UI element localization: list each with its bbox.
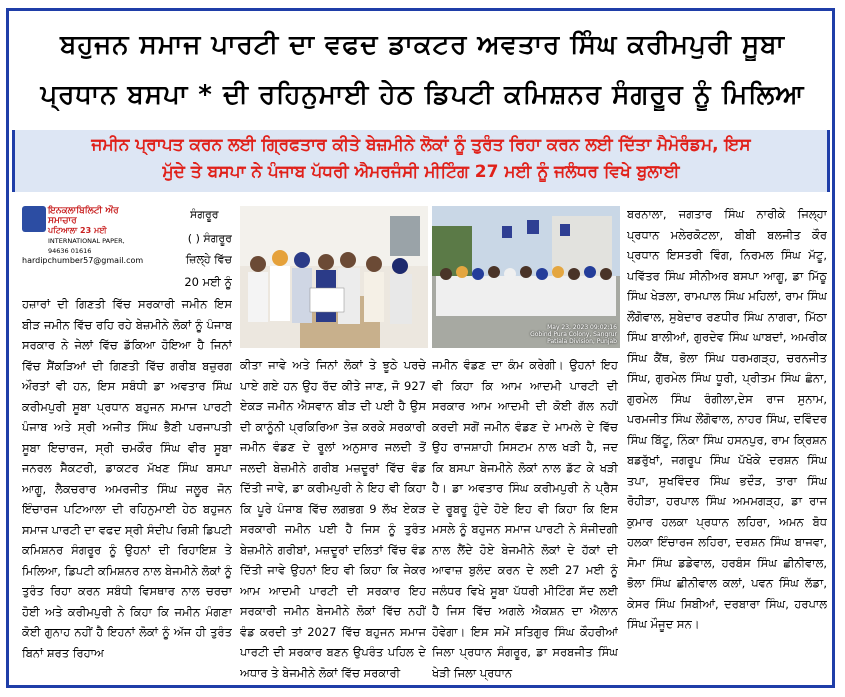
- article-column-left: [22, 294, 232, 663]
- dateline-line-2: ( ) ਸੰਗਰੂਰ: [187, 232, 232, 245]
- photo-1-illustration: [240, 206, 428, 348]
- masthead-city-date: ਪਟਿਆਲਾ 23 ਮਈ: [48, 226, 107, 235]
- dateline-line-3: ਜ਼ਿਲ੍ਹੇ ਵਿੱਚ: [185, 253, 232, 266]
- article-mid-text: ਕੀਤਾ ਜਾਵੇ ਅਤੇ ਜਿਨਾਂ ਲੋਕਾਂ ਤੇ ਝੂਠੇ ਪਰਚੇ ਪਾਏ ਗਏ ਹਨ ਉਹ ਰੱਦ ਕੀਤੇ ਜਾਣ, ਜੋ 927 ਏਕੜ ਜਮੀਨ ਐਸਵਾਨ ਬੀੜ ਦੀ ਪਈ ਹੈ ਉਸ ਦੀ ਕਾਨੂੰਨੀ ਪ੍ਰਕਿਰਿਆ ਤੇਜ਼ ਕਰਕੇ ਸਰਕਾਰੀ ਜਮੀਨ ਵੰਡਣ ਦੇ ਰੂਲਾਂ ਅਨੁਸਾਰ ਜਲਦੀ ਤੋਂ ਜਲਦੀ ਬੇਜ਼ਮੀਨੇ ਗਰੀਬ ਮਜ਼ਦੂਰਾਂ ਵਿੱਚ ਵੰਡ ਦਿੱਤੀ ਜਾਵੇ, ਡਾ ਕਰੀਮਪੁਰੀ ਨੇ ਇਹ ਵੀ ਕਿਹਾ ਕਿ ਪੂਰੇ ਪੰਜਾਬ ਵਿੱਚ ਲਗਭਗ 9 ਲੱਖ ਏਕੜ ਸਰਕਾਰੀ ਜਮੀਨ ਪਈ ਹੈ ਜਿਸ ਨੂੰ ਤੁਰੰਤ ਬੇਜ਼ਮੀਨੇ ਗਰੀਬਾਂ, ਮਜ਼ਦੂਰਾਂ ਦਲਿਤਾਂ ਵਿੱਚ ਵੰਡ ਦਿੱਤੀ ਜਾਵੇ ਉਹਨਾਂ ਇਹ ਵੀ ਕਿਹਾ ਕਿ ਜੇਕਰ ਆਮ ਆਦਮੀ ਪਾਰਟੀ ਦੀ ਸਰਕਾਰ ਇਹ ਸਰਕਾਰੀ ਜਮੀਨ ਬੇਜਮੀਨੇ ਲੋਕਾਂ ਵਿੱਚ ਨਹੀਂ ਵੰਡ ਕਰਦੀ ਤਾਂ 2027 ਵਿੱਚ ਬਹੁਜਨ ਸਮਾਜ ਪਾਰਟੀ ਦੀ ਸਰਕਾਰ ਬਣਨ ਉਪਰੰਤ ਪਹਿਲ ਦੇ ਅਧਾਰ ਤੇ ਬੇਜਮੀਨੇ ਲੋਕਾਂ ਵਿੱਚ ਸਰਕਾਰੀ: [240, 358, 426, 680]
- article-mid2-text: ਜਮੀਨ ਵੰਡਣ ਦਾ ਕੰਮ ਕਰੇਗੀ। ਉਹਨਾਂ ਇਹ ਵੀ ਕਿਹਾ ਕਿ ਆਮ ਆਦਮੀ ਪਾਰਟੀ ਦੀ ਸਰਕਾਰ ਆਮ ਆਦਮੀ ਦੀ ਕੋਈ ਗੱਲ ਨਹੀਂ ਕਰਦੀ ਸਗੋਂ ਜਮੀਨ ਵੰਡਣ ਦੇ ਮਾਮਲੇ ਦੇ ਵਿੱਚ ਉਹ ਰਾਜਸ਼ਾਹੀ ਸਿਸਟਮ ਨਾਲ ਖੜੀ ਹੈ, ਜਦ ਕਿ ਬਸਪਾ ਬੇਜਮੀਨੇ ਲੋਕਾਂ ਨਾਲ ਡੱਟ ਕੇ ਖੜੀ ਹੈ। ਡਾ ਅਵਤਾਰ ਸਿੰਘ ਕਰੀਮਪੁਰੀ ਨੇ ਪ੍ਰੈਸ ਦੇ ਰੂਬਰੂ ਹੁੰਦੇ ਹੋਏ ਇਹ ਵੀ ਕਿਹਾ ਕਿ ਇਸ ਮਸਲੇ ਨੂੰ ਬਹੁਜਨ ਸਮਾਜ ਪਾਰਟੀ ਨੇ ਸੰਜੀਦਗੀ ਨਾਲ ਲੈਂਦੇ ਹੋਏ ਬੇਜਮੀਨੇ ਲੋਕਾਂ ਦੇ ਹੱਕਾਂ ਦੀ ਆਵਾਜ਼ ਬੁਲੰਦ ਕਰਨ ਦੇ ਲਈ 27 ਮਈ ਨੂੰ ਜਲੰਧਰ ਵਿਖੇ ਸੂਬਾ ਪੱਧਰੀ ਮੀਟਿੰਗ ਸੱਦ ਲਈ ਹੈ ਜਿਸ ਵਿੱਚ ਅਗਲੇ ਐਕਸ਼ਨ ਦਾ ਐਲਾਨ ਹੋਵੇਗਾ। ਇਸ ਸਮੇਂ ਸਤਿਗੁਰ ਸਿੰਘ ਕੌਹਰੀਆਂ ਜਿਲਾ ਪ੍ਰਧਾਨ ਸੰਗਰੂਰ, ਡਾ ਸਰਬਜੀਤ ਸਿੰਘ ਖੇੜੀ ਜਿਲਾ ਪ੍ਰਧਾਨ: [432, 358, 618, 680]
- dateline-place: ਸੰਗਰੂਰ: [190, 208, 219, 221]
- headline-line-2: ਪ੍ਰਧਾਨ ਬਸਪਾ * ਦੀ ਰਹਿਨੁਮਾਈ ਹੇਠ ਡਿਪਟੀ ਕਮਿਸ਼ਨਰ ਸੰਗਰੂਰ ਨੂੰ ਮਿਲਿਆ: [40, 80, 805, 110]
- masthead-emblem-icon: [22, 206, 46, 232]
- subheadline-line-2: ਮੁੱਦੇ ਤੇ ਬਸਪਾ ਨੇ ਪੰਜਾਬ ਪੱਧਰੀ ਐਮਰਜੰਸੀ ਮੀਟਿੰਗ 27 ਮਈ ਨੂੰ ਜਲੰਧਰ ਵਿਖੇ ਬੁਲਾਈ: [162, 162, 680, 182]
- geotag-line-2: Gobind Pura Colony, Sangrur: [530, 331, 617, 338]
- masthead-email: hardipchumber57@gmail.com: [22, 256, 144, 265]
- masthead-paper: INTERNATIONAL PAPER, 94636 01616: [48, 237, 125, 255]
- geotag-line-1: May 23, 2023 09:02:16: [547, 324, 617, 331]
- article-column-middle-right: [432, 355, 618, 683]
- dateline-date: 20 ਮਈ ਨੂੰ: [184, 275, 232, 289]
- photo-memorandum-handover: [240, 206, 428, 348]
- photo-2-geotag: [530, 324, 617, 345]
- masthead-brand: ਇਨਕਲਾਬਿਲਿਟੀ ਔਰ ਸਮਾਚਾਰ: [48, 206, 119, 226]
- article-left-text: ਹਜ਼ਾਰਾਂ ਦੀ ਗਿਣਤੀ ਵਿੱਚ ਸਰਕਾਰੀ ਜਮੀਨ ਇਸ ਬੀੜ ਜਮੀਨ ਵਿੱਚ ਰਹਿ ਰਹੇ ਬੇਜ਼ਮੀਨੇ ਲੋਕਾਂ ਨੂੰ ਪੰਜਾਬ ਸਰਕਾਰ ਨੇ ਜੇਲਾਂ ਵਿੱਚ ਡੱਕਿਆ ਹੋਇਆ ਹੈ ਜਿਨਾਂ ਵਿੱਚ ਸੈਂਕੜਿਆਂ ਦੀ ਗਿਣਤੀ ਵਿੱਚ ਗਰੀਬ ਬਜ਼ੁਰਗ ਔਰਤਾਂ ਵੀ ਹਨ, ਇਸ ਸਬੰਧੀ ਡਾ ਅਵਤਾਰ ਸਿੰਘ ਕਰੀਮਪੁਰੀ ਸੂਬਾ ਪ੍ਰਧਾਨ ਬਹੁਜਨ ਸਮਾਜ ਪਾਰਟੀ ਪੰਜਾਬ ਅਤੇ ਸ੍ਰੀ ਅਜੀਤ ਸਿੰਘ ਭੈਣੀ ਪਰਜਾਪਤੀ ਸੂਬਾ ਇਚਾਰਜ, ਸ੍ਰੀ ਚਮਕੌਰ ਸਿੰਘ ਵੀਰ ਸੂਬਾ ਜਨਰਲ ਸੈਕਟਰੀ, ਡਾਕਟਰ ਮੱਖਣ ਸਿੰਘ ਬਸਪਾ ਆਗੂ, ਲੈਕਚਰਾਰ ਅਮਰਜੀਤ ਸਿੰਘ ਜਲੂਰ ਜੋਨ ਇੰਚਾਰਜ ਪਟਿਆਲਾ ਦੀ ਰਹਿਨੁਮਾਈ ਹੇਠ ਬਹੁਜਨ ਸਮਾਜ ਪਾਰਟੀ ਦਾ ਵਫਦ ਸ੍ਰੀ ਸੰਦੀਪ ਰਿਸ਼ੀ ਡਿਪਟੀ ਕਮਿਸ਼ਨਰ ਸੰਗਰੂਰ ਨੂੰ ਉਹਨਾਂ ਦੀ ਰਿਹਾਇਸ਼ ਤੇ ਮਿਲਿਆ, ਡਿਪਟੀ ਕਮਿਸ਼ਨਰ ਨਾਲ ਬੇਜਮੀਨੇ ਲੋਕਾਂ ਨੂੰ ਤੁਰੰਤ ਰਿਹਾ ਕਰਨ ਸਬੰਧੀ ਵਿਸਥਾਰ ਨਾਲ ਚਰਚਾ ਹੋਈ ਅਤੇ ਕਰੀਮਪੁਰੀ ਨੇ ਕਿਹਾ ਕਿ ਜਮੀਨ ਮੰਗਣਾ ਕੋਈ ਗੁਨਾਹ ਨਹੀਂ ਹੈ ਇਹਨਾਂ ਲੋਕਾਂ ਨੂੰ ਅੱਜ ਹੀ ਤੁਰੰਤ ਬਿਨਾਂ ਸ਼ਰਤ ਰਿਹਾਅ: [22, 297, 232, 660]
- headline-line-1: ਬਹੁਜਨ ਸਮਾਜ ਪਾਰਟੀ ਦਾ ਵਫਦ ਡਾਕਟਰ ਅਵਤਾਰ ਸਿੰਘ ਕਰੀਮਪੁਰੀ ਸੂਬਾ: [60, 30, 785, 60]
- subheadline-line-1: ਜਮੀਨ ਪ੍ਰਾਪਤ ਕਰਨ ਲਈ ਗ੍ਰਿਫਤਾਰ ਕੀਤੇ ਬੇਜ਼ਮੀਨੇ ਲੋਕਾਂ ਨੂੰ ਤੁਰੰਤ ਰਿਹਾ ਕਰਨ ਲਈ ਦਿੱਤਾ ਮੈਮੋਰੰਡਮ, ਇਸ: [91, 135, 751, 155]
- photo-group-gathering: [432, 206, 620, 348]
- geotag-line-3: Patiala Division, Punjab: [547, 338, 617, 345]
- subheadline-banner: [12, 130, 830, 192]
- dateline-line-4: [22, 272, 232, 293]
- article-column-middle-left: [240, 355, 426, 683]
- article-right-text: ਬਰਨਾਲਾ, ਜਗਤਾਰ ਸਿੰਘ ਨਾਰੀਕੇ ਜਿਲ੍ਹਾ ਪ੍ਰਧਾਨ ਮਲੇਰਕੋਟਲਾ, ਬੀਬੀ ਬਲਜੀਤ ਕੌਰ ਪ੍ਰਧਾਨ ਇਸਤਰੀ ਵਿੰਗ, ਨਿਰਮਲ ਸਿੰਘ ਮੱਟੂ, ਪਵਿੱਤਰ ਸਿੰਘ ਸੀਨੀਅਰ ਬਸਪਾ ਆਗੂ, ਡਾ ਮਿੱਠੂ ਸਿੰਘ ਖੇੜਲਾ, ਰਾਮਪਾਲ ਸਿੰਘ ਮਹਿਲਾਂ, ਰਾਮ ਸਿੰਘ ਲੌਂਗੋਵਾਲ, ਸੁਬੇਦਾਰ ਰਣਧੀਰ ਸਿੰਘ ਨਾਗਰਾ, ਮਿੱਠਾ ਸਿੰਘ ਬਾਲੀਆਂ, ਗੁਰਦੇਵ ਸਿੰਘ ਘਾਬਦਾਂ, ਅਮਰੀਕ ਸਿੰਘ ਕੈਂਥ, ਭੋਲਾ ਸਿੰਘ ਧਰਮਗੜ੍ਹ, ਚਰਨਜੀਤ ਸਿੰਘ, ਗੁਰਮੇਲ ਸਿੰਘ ਧੂਰੀ, ਪ੍ਰੀਤਮ ਸਿੰਘ ਛੰਨਾ, ਗੁਰਮੇਲ ਸਿੰਘ ਰੰਗੀਲਾ,ਦੇਸ ਰਾਜ ਸੁਨਾਮ, ਪਰਮਜੀਤ ਸਿੰਘ ਲੌਂਗੋਵਾਲ, ਨਾਹਰ ਸਿੰਘ, ਦਵਿੰਦਰ ਸਿੰਘ ਬਿੱਟੂ, ਨਿੰਕਾ ਸਿੰਘ ਹਸਨਪੁਰ, ਰਾਮ ਕ੍ਰਿਸ਼ਨ ਬਡਰੁੱਖਾਂ, ਜਗਰੂਪ ਸਿੰਘ ਪੱਖੋਕੇ ਦਰਸ਼ਨ ਸਿੰਘ ਤਪਾ, ਸੁਖਵਿੰਦਰ ਸਿੰਘ ਭਦੌੜ, ਤਾਰਾ ਸਿੰਘ ਰੋਹੀੜਾ, ਹਰਪਾਲ ਸਿੰਘ ਅਮਮਗੜ੍ਹ, ਡਾ ਰਾਜ ਕੁਮਾਰ ਹਲਕਾ ਪ੍ਰਧਾਨ ਲਹਿਰਾ, ਅਮਨ ਬੋਧ ਹਲਕਾ ਇੰਚਾਰਜ ਲਹਿਰਾ, ਦਰਸ਼ਨ ਸਿੰਘ ਬਾਜਵਾ, ਸੋਮਾ ਸਿੰਘ ਡਡੇਵਾਲ, ਹਰਬੰਸ ਸਿੰਘ ਛੀਨੀਵਾਲ, ਭੋਲਾ ਸਿੰਘ ਛੀਨੀਵਾਲ ਕਲਾਂ, ਪਵਨ ਸਿੰਘ ਲੱਡਾ, ਕੇਸਰ ਸਿੰਘ ਸਿਬੀਆਂ, ਦਰਬਾਰਾ ਸਿੰਘ, ਹਰਪਾਲ ਸਿੰਘ ਮੌਜੂਦ ਸਨ।: [627, 207, 827, 631]
- article-column-right: [627, 204, 827, 674]
- masthead-logo: [22, 206, 144, 268]
